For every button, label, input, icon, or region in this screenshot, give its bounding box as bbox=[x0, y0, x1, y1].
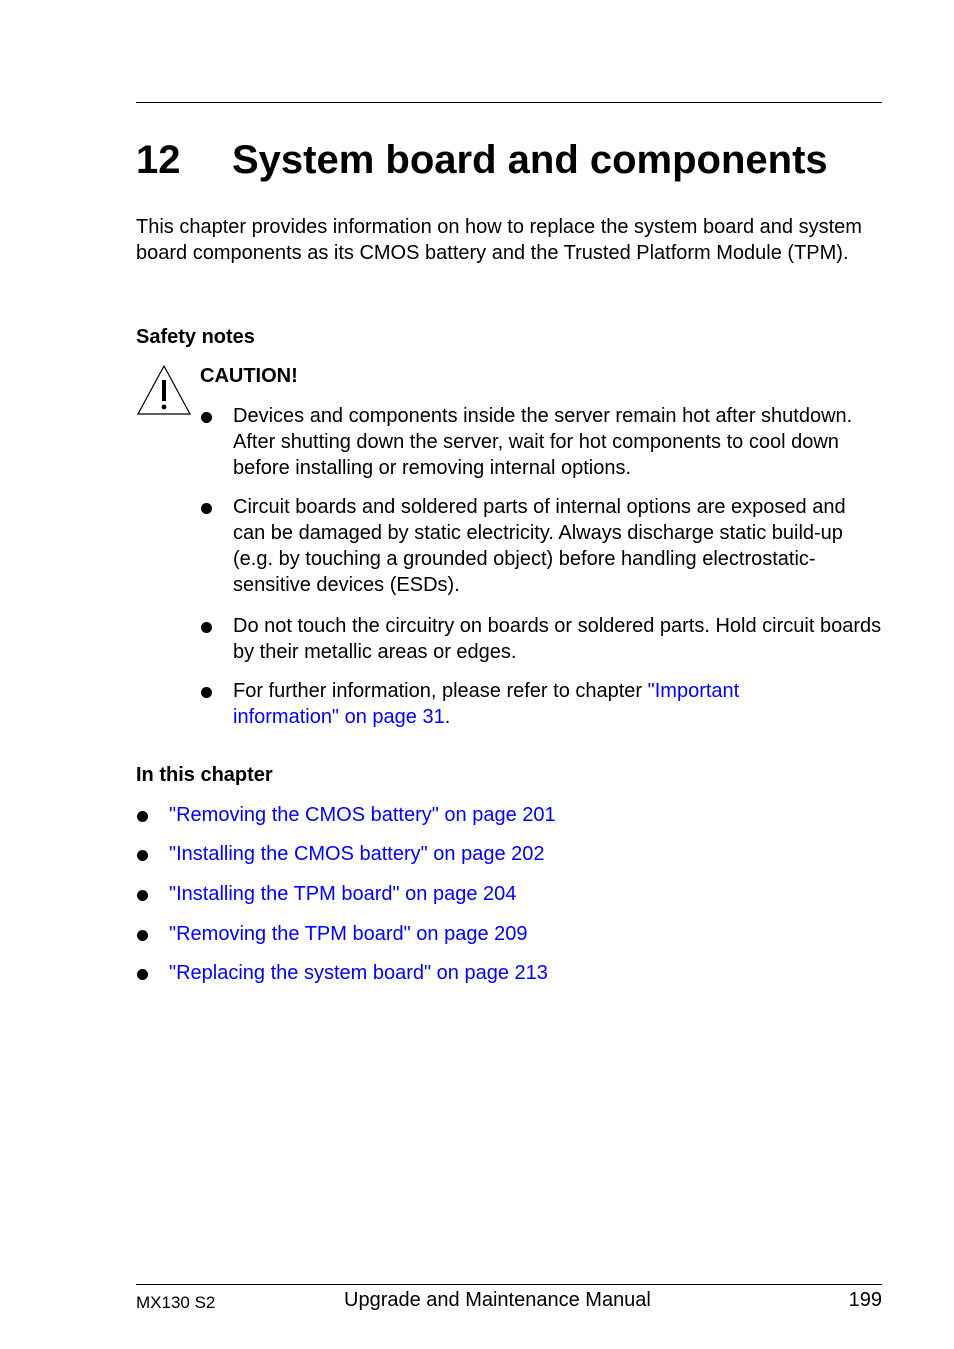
caution-item-text: Devices and components inside the server remain hot after shutdown. After shutting down the server, wait for hot components to cool down before installing or removing internal options. bbox=[233, 405, 853, 479]
bullet-icon bbox=[201, 412, 212, 423]
chapter-title-text: System board and components bbox=[232, 138, 828, 182]
top-rule bbox=[136, 102, 882, 103]
chapter-link[interactable]: "Removing the TPM board" on page 209 bbox=[169, 923, 528, 945]
warning-triangle-icon bbox=[136, 364, 192, 416]
footer-rule bbox=[136, 1284, 882, 1285]
chapter-link[interactable]: "Installing the TPM board" on page 204 bbox=[169, 883, 517, 905]
bullet-icon bbox=[201, 687, 212, 698]
footer-model: MX130 S2 bbox=[136, 1293, 216, 1312]
chapter-title bbox=[136, 136, 828, 184]
important-information-link[interactable]: "Important information" on page 31 bbox=[233, 680, 740, 728]
bullet-icon bbox=[201, 622, 212, 633]
safety-notes-heading: Safety notes bbox=[136, 326, 255, 348]
caution-label: CAUTION! bbox=[200, 365, 298, 387]
bullet-icon bbox=[137, 890, 148, 901]
footer-manual-title: Upgrade and Maintenance Manual bbox=[344, 1289, 651, 1311]
chapter-link[interactable]: "Replacing the system board" on page 213 bbox=[169, 962, 548, 984]
footer-page-number: 199 bbox=[848, 1289, 882, 1311]
chapter-number: 12 bbox=[136, 138, 181, 182]
caution-item-text: Do not touch the circuitry on boards or soldered parts. Hold circuit boards by their metallic areas or edges. bbox=[233, 615, 882, 663]
in-this-chapter-heading: In this chapter bbox=[136, 764, 273, 786]
chapter-link[interactable]: "Installing the CMOS battery" on page 202 bbox=[169, 843, 545, 865]
bullet-icon bbox=[137, 930, 148, 941]
chapter-link[interactable]: "Removing the CMOS battery" on page 201 bbox=[169, 804, 556, 826]
caution-item-text-before: For further information, please refer to chapter bbox=[233, 680, 648, 702]
caution-item-text-after: . bbox=[444, 706, 451, 728]
bullet-icon bbox=[201, 503, 212, 514]
caution-item-text: Circuit boards and soldered parts of internal options are exposed and can be damaged by static electricity. Always discharge static build-up (e.g. by touching a grounded object) before handling electrostatic-sensitive devices (ESDs). bbox=[233, 496, 846, 596]
intro-paragraph: This chapter provides information on how to replace the system board and system board components as its CMOS battery and the Trusted Platform Module (TPM). bbox=[136, 216, 862, 264]
bullet-icon bbox=[137, 969, 148, 980]
caution-item-text bbox=[233, 678, 793, 730]
bullet-icon bbox=[137, 811, 148, 822]
bullet-icon bbox=[137, 850, 148, 861]
